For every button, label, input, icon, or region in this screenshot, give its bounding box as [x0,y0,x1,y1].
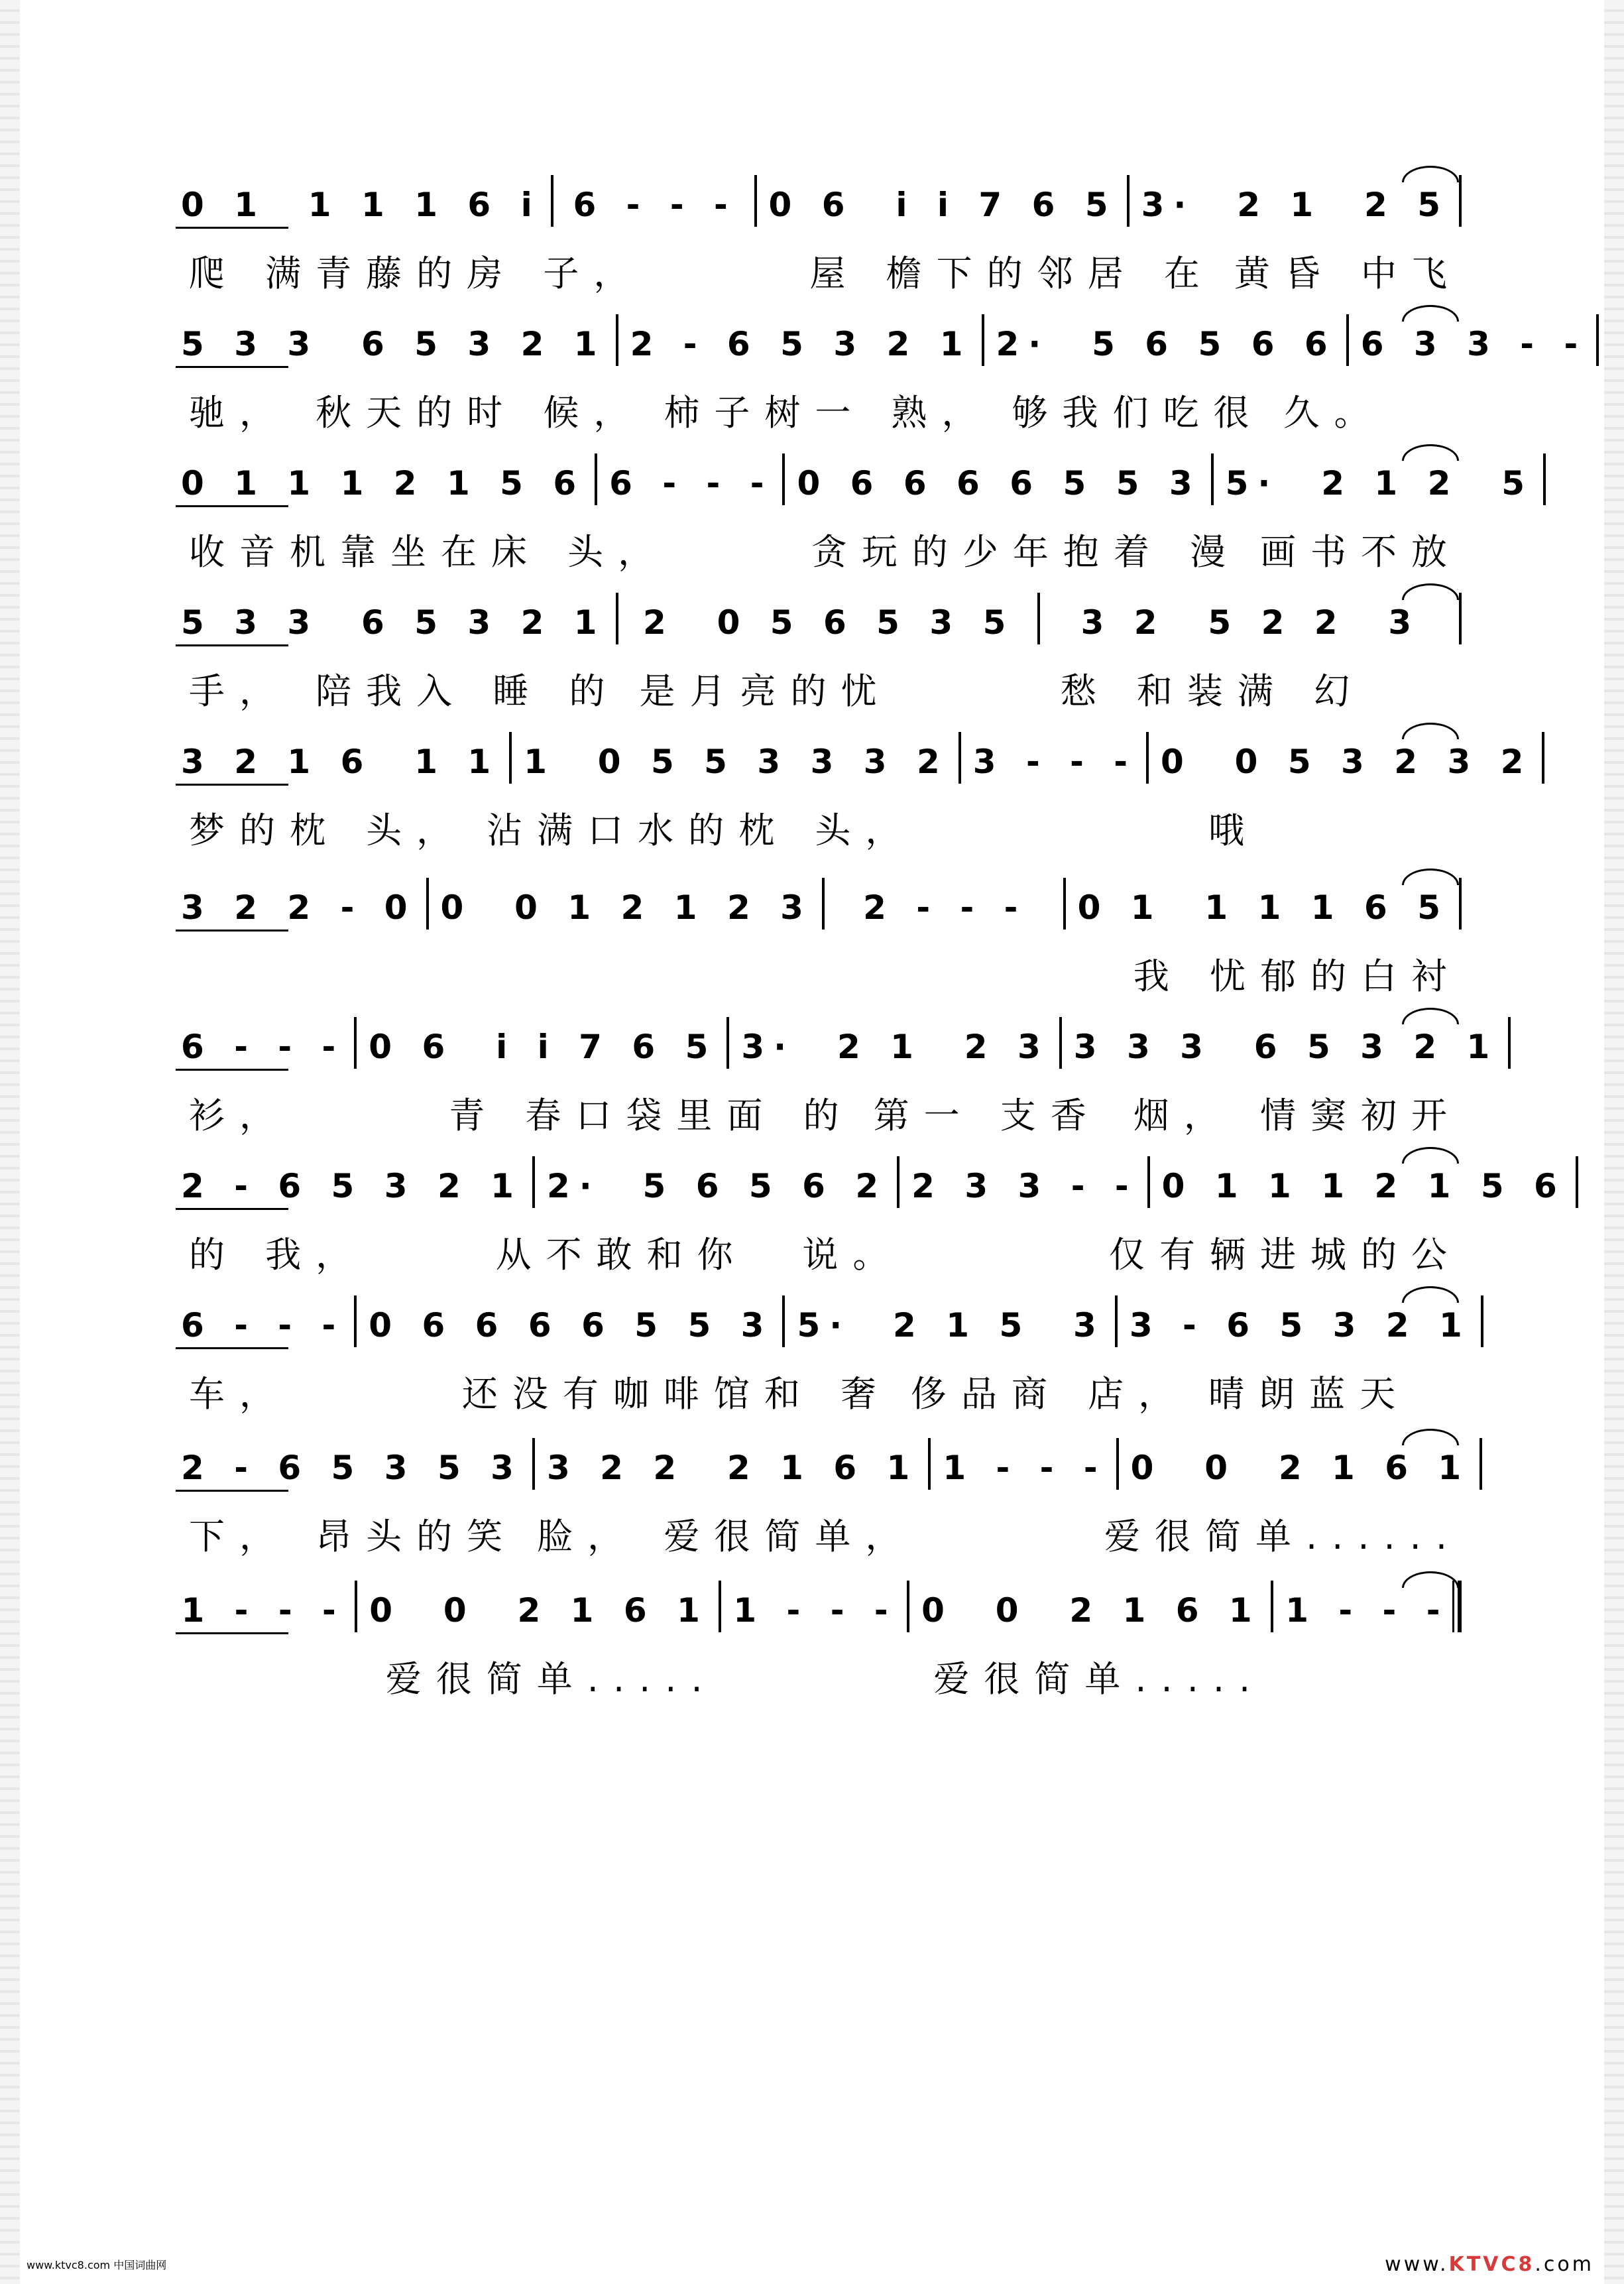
measure [909,1571,1273,1644]
measure [512,723,961,796]
lyric-segment: 画书不放 [1260,530,1462,573]
measure-notes: 6 - - - [609,464,774,503]
measure-notes: 0 0 2 1 6 1 [369,1591,709,1630]
measure [785,444,1213,517]
lyric-segment: 青 春口袋里面 的 [449,1094,854,1136]
notation-line [169,305,1588,378]
measure-notes: 2 0 5 6 5 3 5 [642,603,1015,642]
measure-notes: 0 0 2 1 6 1 [1130,1449,1471,1487]
watermark-prefix: www. [1385,2253,1449,2276]
lyrics-line [169,662,1462,715]
score-system [169,1147,1566,1286]
beam-line [176,1490,288,1492]
measure-notes: 3 2 1 6 1 1 [181,743,500,781]
measure-notes: 0 6 6 6 6 5 5 3 [797,464,1202,503]
notation-line [169,1147,1566,1220]
measure-notes: 5 3 3 6 5 3 2 1 [181,603,607,642]
measure-notes: 2 - 6 5 3 2 1 [630,325,972,363]
measure [1214,444,1546,517]
lyric-segment: 沾满口水的枕 头， [487,809,916,851]
measure-notes: 5· 2 1 2 5 [1225,464,1535,503]
lyric-segment: 还没有咖啡馆和 奢 [461,1372,891,1415]
lyric-segment: 爱很简单..... [385,1657,717,1700]
measure-notes: 0 1 1 1 1 6 5 [1077,888,1450,927]
measure-notes: 0 6 6 6 6 5 5 3 [369,1306,774,1345]
beam-line [176,227,288,229]
lyrics-line [169,1086,1462,1139]
measure-notes: 2· 5 6 5 6 2 [546,1167,888,1205]
lyric-segment: 烟， 情窦初开 [1133,1094,1462,1136]
measure [535,1147,899,1220]
score-system [169,1571,1462,1711]
lyric-segment: 从不敢和你 [495,1233,748,1276]
measure-notes: 0 0 5 3 2 3 2 [1161,743,1533,781]
measure-notes: 0 1 1 1 2 1 5 6 [181,464,586,503]
score-system [169,166,1462,305]
lyric-segment: 贪玩的少年抱着 漫 [811,530,1240,573]
lyric-segment: 手， 陪我入 睡 的 [189,670,620,712]
notation-line [169,583,1462,656]
score-system [169,1286,1472,1425]
notation-line [169,1008,1499,1081]
measure-notes: 6 - - - [181,1306,345,1345]
measure-notes: 0 1 1 1 2 1 5 6 [1161,1167,1566,1205]
lyrics-line [169,1364,1462,1417]
lyric-segment: 的 我， [189,1233,367,1276]
measure-notes: 0 6 i i 7 6 5 [369,1028,718,1066]
lyrics-line [169,947,1462,1000]
score-system [169,1429,1471,1568]
lyric-segment: 久。 [1283,391,1385,434]
measure [1040,583,1462,656]
lyrics-line [169,1507,1462,1560]
score-system [169,1008,1499,1147]
measure [825,869,1066,941]
beam-line [176,644,288,646]
footer-watermark [1385,2253,1594,2276]
lyric-segment: 哦 [1208,809,1259,851]
notation-line [169,869,1462,941]
measure-notes: 1 - - - [943,1449,1107,1487]
lyric-segment: 脸， 爱很简单， [537,1515,916,1557]
measure-notes: 6 - - - [573,186,737,224]
lyrics-line [169,1650,1462,1703]
watermark-suffix: .com [1535,2253,1594,2276]
beam-line [176,1632,288,1634]
measure-notes: 3· 2 1 2 3 [741,1028,1050,1066]
watermark-brand: KTVC8 [1448,2253,1535,2276]
measure-notes: 1 - - - [1285,1591,1450,1630]
measure-notes: 3· 2 1 2 5 [1141,186,1450,224]
measure-notes: 3 2 2 - 0 [181,888,417,927]
score-system [169,444,1535,583]
measure-notes: 5 3 3 6 5 3 2 1 [181,325,607,363]
measure-notes: 5· 2 1 5 3 [797,1306,1106,1345]
measure [1349,305,1599,378]
lyric-segment: 第一 支香 [873,1094,1101,1136]
measure-notes: 2· 5 6 5 6 6 [996,325,1337,363]
notation-line [169,1429,1471,1502]
beam-line [176,505,288,507]
notation-line [169,1571,1462,1644]
measure [1066,869,1462,941]
score-system [169,869,1462,1008]
lyric-segment: 我 忧郁的白衬 [1133,955,1462,997]
measure [961,723,1149,796]
measure-notes: 0 1 1 1 1 6 i [181,186,542,224]
measure [429,869,825,941]
lyric-segment: 下， 昂头的笑 [189,1515,518,1557]
beam-line [176,1347,288,1349]
score-system [169,723,1533,862]
measure-notes: 3 3 3 6 5 3 2 1 [1073,1028,1499,1066]
score-system [169,583,1462,723]
measure-notes: 0 0 2 1 6 1 [921,1591,1261,1630]
lyric-segment: 说。 [802,1233,903,1276]
lyric-segment: 爱很简单...... [1104,1515,1462,1557]
beam-line [176,784,288,786]
notation-line [169,1286,1472,1359]
measure-notes: 1 - - - [733,1591,898,1630]
lyric-segment: 晴朗蓝天 [1208,1372,1411,1415]
measure-notes: 3 2 2 2 1 6 1 [546,1449,919,1487]
measure [757,166,1130,239]
measure-notes: 3 - 6 5 3 2 1 [1129,1306,1472,1345]
lyric-segment: 愁 和装满 幻 [1060,670,1365,712]
measure-notes: 6 - - - [181,1028,345,1066]
measure [899,1147,1150,1220]
measure [729,1008,1061,1081]
notation-line [169,444,1535,517]
measure [597,444,785,517]
measure-notes: 2 - 6 5 3 5 3 [181,1449,523,1487]
measure-notes: 2 - - - [863,888,1027,927]
notation-line [169,166,1462,239]
lyric-segment: 爬 满青藤的房 子， [189,252,644,294]
lyrics-line [169,383,1462,436]
lyrics-line [169,244,1462,297]
lyric-segment: 黄昏 中飞 [1234,252,1462,294]
measure [553,166,757,239]
measure-notes: 2 3 3 - - [911,1167,1138,1205]
lyric-segment: 收音机靠坐在床 头， [189,530,669,573]
footer-source-text: www.ktvc8.com 中国词曲网 [27,2259,167,2271]
measure [357,1286,785,1359]
measure [357,1571,721,1644]
lyrics-line [169,1225,1462,1278]
notation-line [169,723,1533,796]
lyric-segment: 车， [189,1372,290,1415]
lyric-segment: 爱很简单..... [933,1657,1265,1700]
measure [785,1286,1117,1359]
measure-notes: 0 0 1 2 1 2 3 [440,888,813,927]
measure [931,1429,1118,1502]
measure [357,1008,729,1081]
measure [984,305,1349,378]
score-system [169,305,1588,444]
measure [618,305,984,378]
lyric-segment: 仅有辆进城的公 [1109,1233,1462,1276]
measure-notes: 6 3 3 - - [1360,325,1588,363]
measure-notes: 2 - 6 5 3 2 1 [181,1167,523,1205]
beam-line [176,930,288,932]
measure-notes: 3 2 5 2 2 3 [1080,603,1421,642]
measure [1150,1147,1578,1220]
measure [1149,723,1544,796]
lyrics-line [169,801,1462,854]
lyric-segment: 侈品商 店， [911,1372,1189,1415]
lyric-segment: 梦的枕 头， [189,809,467,851]
lyric-segment: 柿子树一 熟， [664,391,992,434]
lyric-segment: 衫， [189,1094,290,1136]
measure [618,583,1040,656]
measure-notes: 3 - - - [972,743,1137,781]
measure-notes: 1 - - - [181,1591,345,1630]
measure-notes: 0 6 i i 7 6 5 [768,186,1118,224]
lyric-segment: 驰， 秋天的时 候， [189,391,644,434]
lyrics-line [169,522,1462,575]
measure [535,1429,931,1502]
beam-line [176,1208,288,1210]
measure-notes: 1 0 5 5 3 3 3 2 [524,743,949,781]
beam-line [176,366,288,368]
beam-line [176,1069,288,1071]
measure [721,1571,909,1644]
lyric-segment: 是月亮的忧 [639,670,892,712]
lyric-segment: 屋 檐下的邻居 在 [809,252,1214,294]
lyric-segment: 够我们吃很 [1012,391,1264,434]
